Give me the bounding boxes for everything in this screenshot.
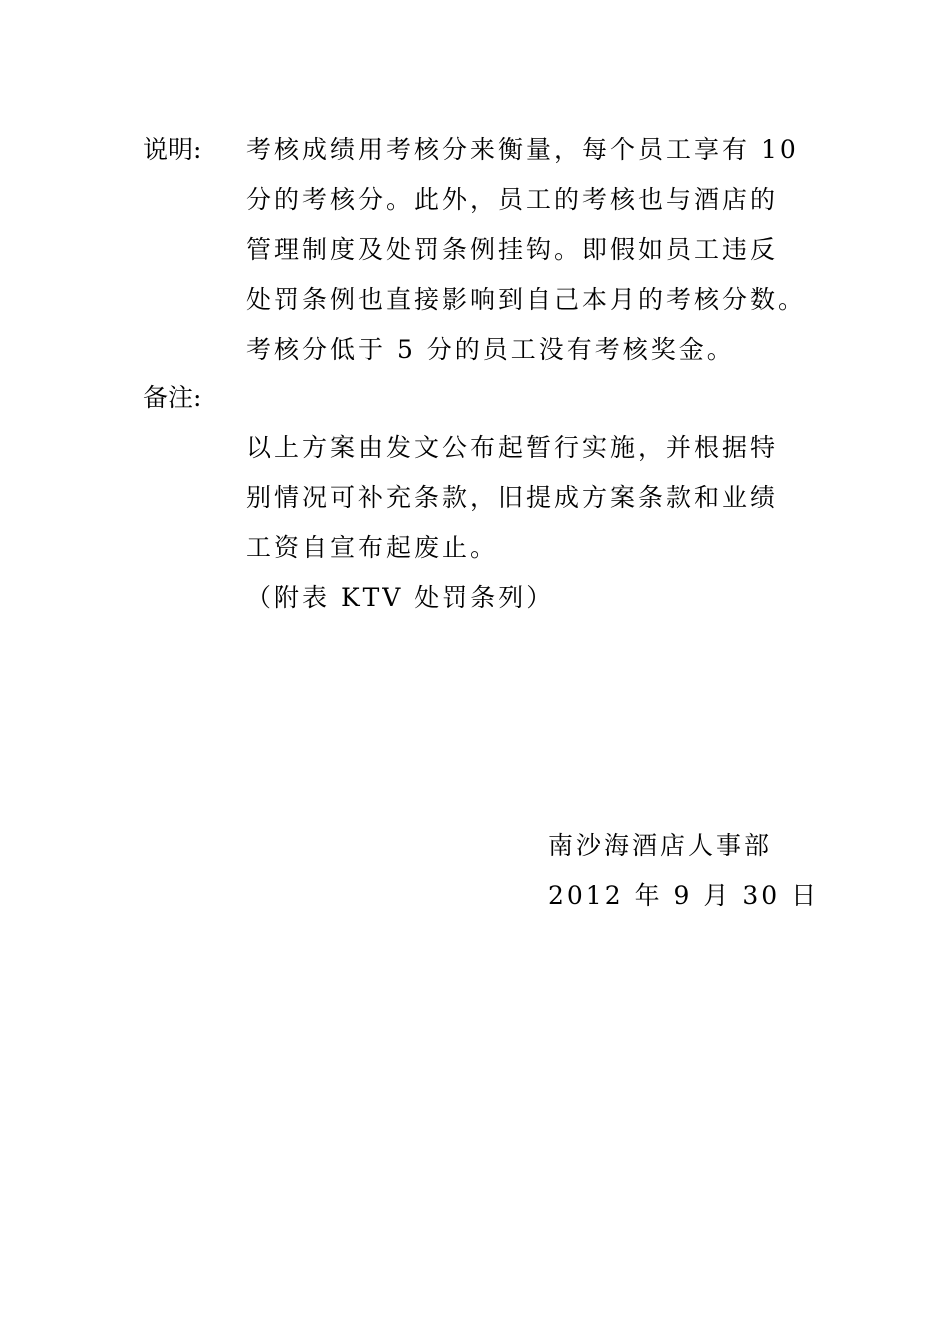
explanation-line-5: 考核分低于 5 分的员工没有考核奖金。 [246, 335, 735, 364]
signature-department: 南沙海酒店人事部 [548, 831, 773, 860]
attachment-note: （附表 KTV 处罚条列） [246, 583, 555, 612]
remarks-line-3: 工资自宣布起废止。 [246, 533, 499, 562]
explanation-line-1: 考核成绩用考核分来衡量，每个员工享有 10 [246, 135, 799, 164]
explanation-line-2: 分的考核分。此外，员工的考核也与酒店的 [246, 185, 779, 214]
explanation-line-4: 处罚条例也直接影响到自己本月的考核分数。 [246, 285, 807, 314]
explanation-line-3: 管理制度及处罚条例挂钩。即假如员工违反 [246, 235, 779, 264]
remarks-line-2: 别情况可补充条款，旧提成方案条款和业绩 [246, 483, 779, 512]
remarks-line-1: 以上方案由发文公布起暂行实施，并根据特 [246, 433, 779, 462]
explanation-label: 说明: [143, 135, 202, 164]
signature-date: 2012 年 9 月 30 日 [548, 881, 820, 910]
remarks-label: 备注: [143, 383, 202, 412]
